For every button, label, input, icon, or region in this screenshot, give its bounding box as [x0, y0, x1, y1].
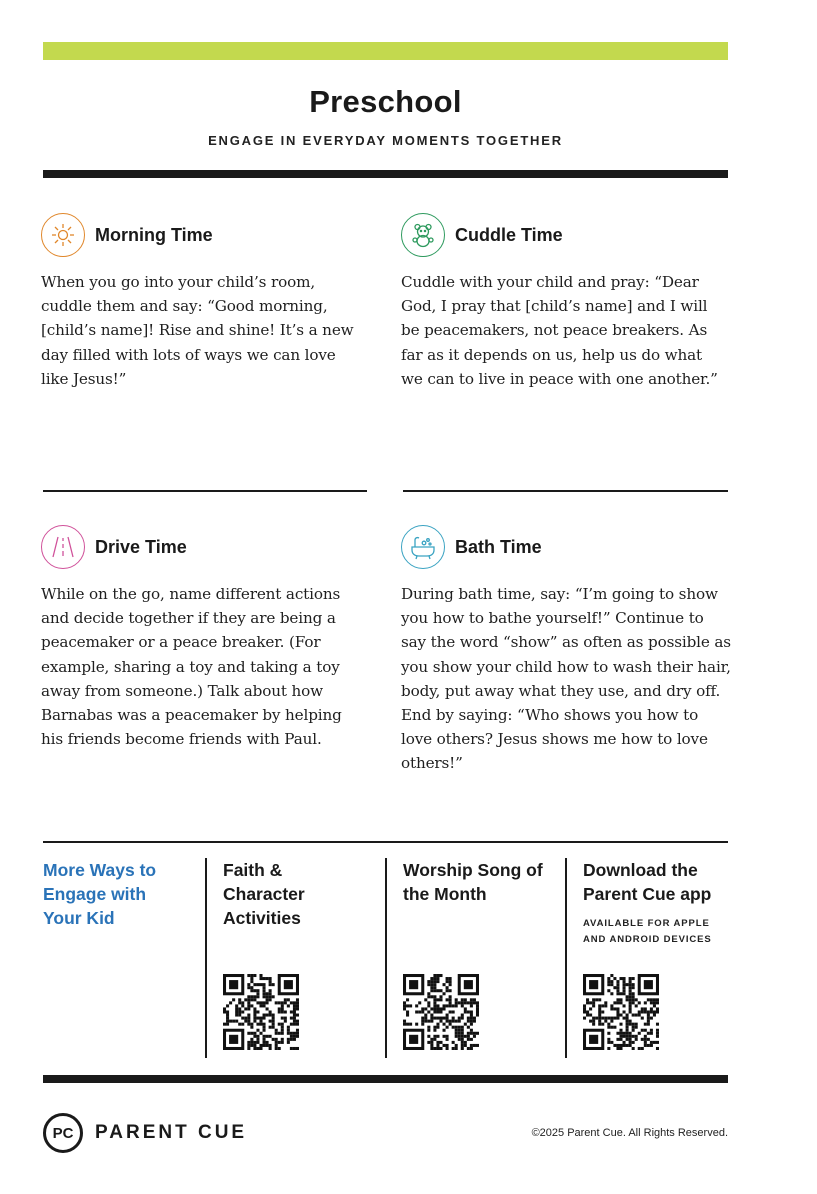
worship-song-title: Worship Song of the Month — [403, 860, 543, 904]
section-body: When you go into your child’s room, cuddle them and say: “Good morning, [child’s name]! Rise and shine! It’s a new day filled with lots of ways we can love like Jesus!” — [41, 273, 354, 388]
section-body: During bath time, say: “I’m going to show you how to bathe yourself!” Continue to say the word “show” as often as possible as you show your child how to wash their hair, body, put away what they use, and dry off. End by saying: “Who shows you how to love others? Jesus shows me how to love others!” — [401, 585, 731, 773]
section-cuddle-time — [401, 212, 725, 391]
section-divider — [43, 490, 367, 492]
logo-mark: PC — [43, 1113, 83, 1153]
bathtub-icon — [401, 525, 445, 569]
column-divider — [565, 858, 567, 1058]
header-accent-bar — [43, 42, 728, 60]
footer-bottom-divider — [43, 1075, 728, 1083]
footer-divider — [43, 841, 728, 843]
column-divider — [205, 858, 207, 1058]
worship-song-column — [403, 858, 543, 906]
header-divider — [43, 170, 728, 178]
download-app-qr-code[interactable] — [583, 974, 659, 1050]
download-app-note: AVAILABLE FOR APPLE AND ANDROID DEVICES — [583, 918, 712, 945]
page-subtitle: ENGAGE IN EVERYDAY MOMENTS TOGETHER — [208, 133, 563, 148]
section-body: Cuddle with your child and pray: “Dear God, I pray that [child’s name] and I will be peacemakers, not peace breakers. As far as it depends on us, help us do what we can to live in peace with one another.” — [401, 273, 718, 388]
section-drive-time — [41, 524, 365, 751]
faith-activities-qr-code[interactable] — [223, 974, 299, 1050]
section-bath-time — [401, 524, 731, 776]
copyright-text: ©2025 Parent Cue. All Rights Reserved. — [531, 1127, 728, 1139]
download-app-column — [583, 858, 733, 948]
worship-song-qr-code[interactable] — [403, 974, 479, 1050]
sun-icon — [41, 213, 85, 257]
download-app-title: Download the Parent Cue app — [583, 860, 712, 904]
section-title: Drive Time — [95, 536, 187, 557]
road-icon — [41, 525, 85, 569]
section-title: Bath Time — [455, 536, 542, 557]
faith-character-column — [223, 858, 363, 930]
section-title: Cuddle Time — [455, 224, 563, 245]
section-divider — [403, 490, 728, 492]
more-ways-heading: More Ways to Engage with Your Kid — [43, 860, 157, 928]
faith-character-title: Faith & Character Activities — [223, 860, 305, 928]
section-body: While on the go, name different actions and decide together if they are being a peacemaker or a peace breaker. (For example, sharing a toy and taking a toy away from someone.) Talk about how Barnabas was a peacemaker by helping his friends become friends with Paul. — [41, 585, 342, 749]
section-title: Morning Time — [95, 224, 213, 245]
logo-text: PARENT CUE — [95, 1122, 248, 1143]
page-title: Preschool — [309, 84, 462, 119]
column-divider — [385, 858, 387, 1058]
parent-cue-logo — [43, 1113, 247, 1153]
teddy-bear-icon — [401, 213, 445, 257]
section-morning-time — [41, 212, 365, 391]
